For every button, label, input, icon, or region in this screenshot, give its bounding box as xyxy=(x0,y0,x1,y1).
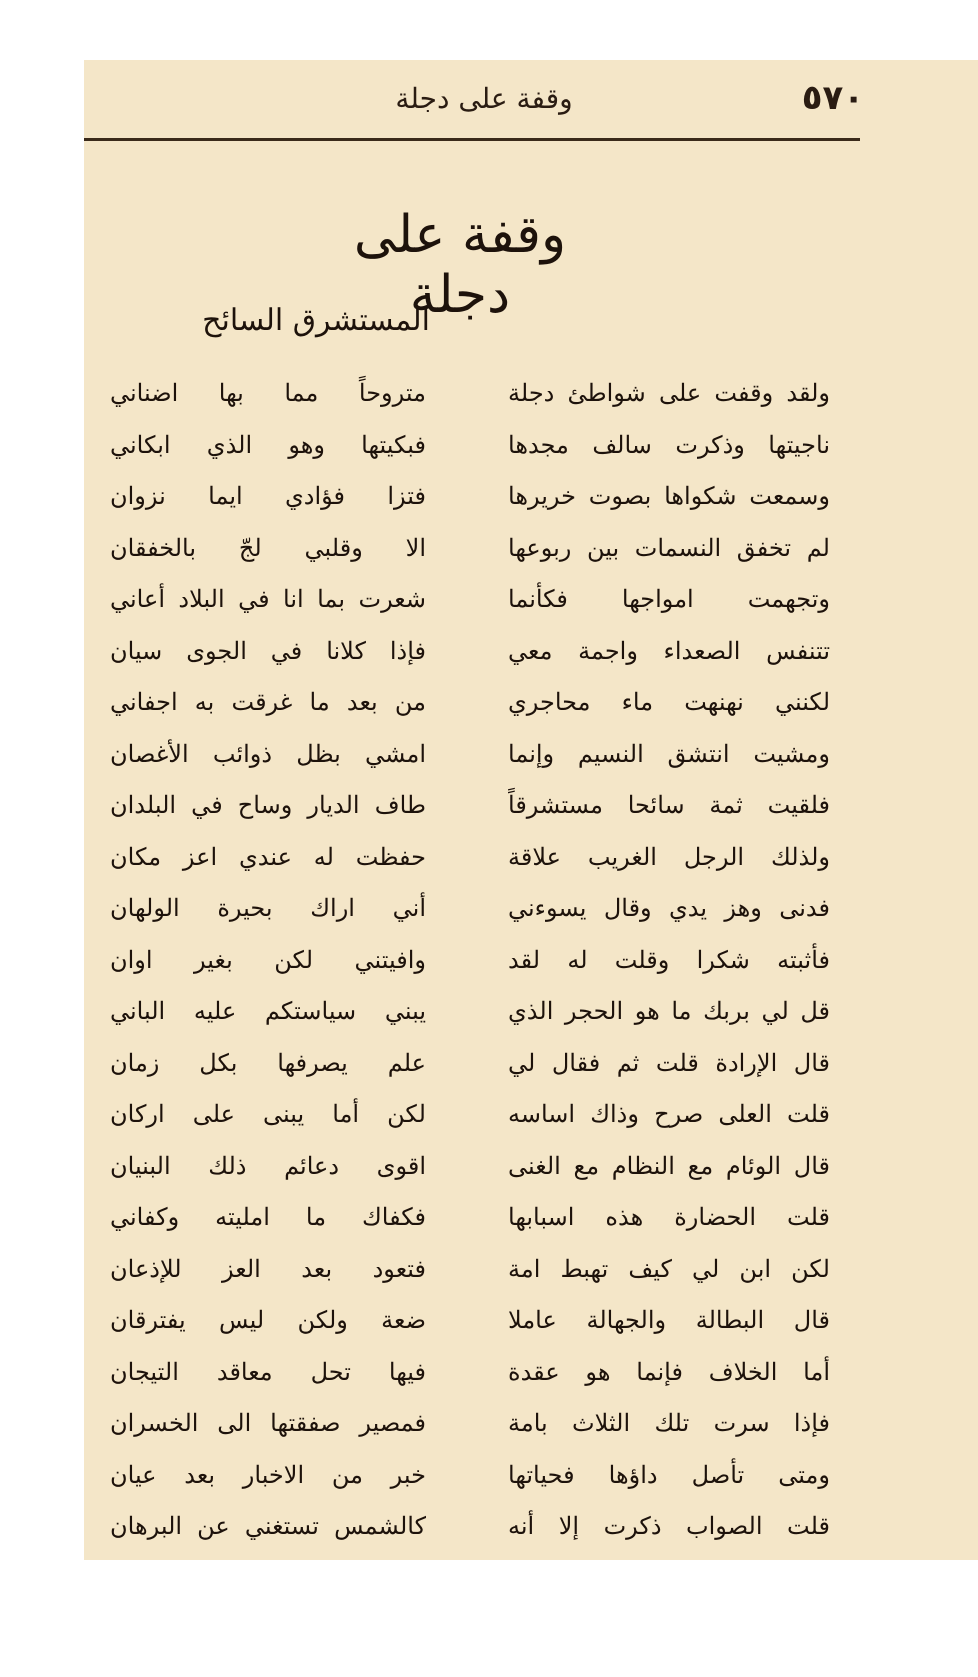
verse-second-hemistich: وافيتني لكن بغير اوان xyxy=(110,945,426,974)
verse-first-hemistich: ومشيت انتشق النسيم وإنما xyxy=(508,739,830,768)
verse-first-hemistich: لكن ابن لي كيف تهبط امة xyxy=(508,1254,830,1283)
verse-first-hemistich: ناجيتها وذكرت سالف مجدها xyxy=(508,430,830,459)
poem-verses xyxy=(110,370,830,1555)
verse-first-hemistich: قال الإرادة قلت ثم فقال لي xyxy=(508,1048,830,1077)
verse xyxy=(110,937,830,989)
verse xyxy=(110,782,830,834)
verse xyxy=(110,1040,830,1092)
verse-second-hemistich: من بعد ما غرقت به اجفاني xyxy=(110,688,426,716)
verse-second-hemistich: لكن أما يبنى على اركان xyxy=(110,1100,426,1128)
verse-first-hemistich: لكنني نهنهت ماء محاجري xyxy=(508,688,830,716)
verse-second-hemistich: كالشمس تستغني عن البرهان xyxy=(110,1512,426,1540)
verse-second-hemistich: فتزا فؤادي ايما نزوان xyxy=(110,482,426,510)
page-header xyxy=(84,72,864,130)
verse-second-hemistich: امشي بظل ذوائب الأغصان xyxy=(110,739,426,768)
verse xyxy=(110,628,830,680)
verse xyxy=(110,1297,830,1349)
verse-first-hemistich: ولقد وقفت على شواطئ دجلة xyxy=(508,379,830,407)
verse-first-hemistich: ومتى تأصل داؤها فحياتها xyxy=(508,1460,830,1489)
verse-second-hemistich: علم يصرفها بكل زمان xyxy=(110,1048,426,1077)
verse xyxy=(110,1452,830,1504)
verse xyxy=(110,679,830,731)
verse-first-hemistich: قال البطالة والجهالة عاملا xyxy=(508,1306,830,1334)
verse xyxy=(110,1091,830,1143)
verse-second-hemistich: فبكيتها وهو الذي ابكاني xyxy=(110,430,426,459)
verse-first-hemistich: فأثبته شكرا وقلت له لقد xyxy=(508,945,830,974)
verse-second-hemistich: أني اراك بحيرة الولهان xyxy=(110,894,426,922)
verse-first-hemistich: فإذا سرت تلك الثلاث بامة xyxy=(508,1409,830,1437)
verse xyxy=(110,1194,830,1246)
verse-first-hemistich: قال الوئام مع النظام مع الغنى xyxy=(508,1151,830,1180)
verse-second-hemistich: فمصير صفقتها الى الخسران xyxy=(110,1409,426,1437)
verse xyxy=(110,422,830,474)
verse-first-hemistich: قلت الحضارة هذه اسبابها xyxy=(508,1203,830,1231)
verse-second-hemistich: فيها تحل معاقد التيجان xyxy=(110,1357,426,1386)
verse-second-hemistich: يبني سياستكم عليه الباني xyxy=(110,997,426,1025)
running-title: وقفة على دجلة xyxy=(395,82,573,115)
verse-second-hemistich: شعرت بما انا في البلاد أعاني xyxy=(110,585,426,613)
verse-first-hemistich: أما الخلاف فإنما هو عقدة xyxy=(508,1357,830,1386)
verse-second-hemistich: فتعود بعد العز للإذعان xyxy=(110,1254,426,1283)
verse xyxy=(110,885,830,937)
verse xyxy=(110,1503,830,1555)
verse-second-hemistich: حفظت له عندي اعز مكان xyxy=(110,842,426,871)
poem-title: وقفة على دجلة xyxy=(353,205,567,325)
verse xyxy=(110,576,830,628)
verse-first-hemistich: فدنى وهز يدي وقال يسوءني xyxy=(508,894,830,922)
verse xyxy=(110,1400,830,1452)
verse-first-hemistich: تتنفس الصعداء واجمة معي xyxy=(508,636,830,665)
verse-first-hemistich: قلت الصواب ذكرت إلا أنه xyxy=(508,1512,830,1540)
verse-first-hemistich: لم تخفق النسمات بين ربوعها xyxy=(508,533,830,562)
verse-first-hemistich: وسمعت شكواها بصوت خريرها xyxy=(508,482,830,510)
verse-second-hemistich: خبر من الاخبار بعد عيان xyxy=(110,1460,426,1489)
verse-second-hemistich: اقوى دعائم ذلك البنيان xyxy=(110,1151,426,1180)
header-rule xyxy=(84,138,860,141)
poem-author: المستشرق السائح xyxy=(202,303,430,338)
verse xyxy=(110,525,830,577)
verse xyxy=(110,988,830,1040)
verse xyxy=(110,1143,830,1195)
verse-first-hemistich: وتجهمت امواجها فكأنما xyxy=(508,585,830,613)
verse-first-hemistich: قلت العلى صرح وذاك اساسه xyxy=(508,1100,830,1128)
page-number: ٥٧٠ xyxy=(801,78,864,118)
verse-second-hemistich: طاف الديار وساح في البلدان xyxy=(110,791,426,819)
verse-second-hemistich: متروحاً مما بها اضناني xyxy=(110,379,426,407)
verse-second-hemistich: الا وقلبي لجّ بالخفقان xyxy=(110,533,426,562)
verse-second-hemistich: فكفاك ما امليته وكفاني xyxy=(110,1203,426,1231)
verse xyxy=(110,1349,830,1401)
verse xyxy=(110,370,830,422)
verse-second-hemistich: ضعة ولكن ليس يفترقان xyxy=(110,1306,426,1334)
verse xyxy=(110,834,830,886)
verse-first-hemistich: قل لي بربك ما هو الحجر الذي xyxy=(508,997,830,1025)
verse xyxy=(110,731,830,783)
verse xyxy=(110,1246,830,1298)
verse xyxy=(110,473,830,525)
verse-first-hemistich: ولذلك الرجل الغريب علاقة xyxy=(508,842,830,871)
verse-second-hemistich: فإذا كلانا في الجوى سيان xyxy=(110,636,426,665)
verse-first-hemistich: فلقيت ثمة سائحا مستشرقاً xyxy=(508,791,830,819)
